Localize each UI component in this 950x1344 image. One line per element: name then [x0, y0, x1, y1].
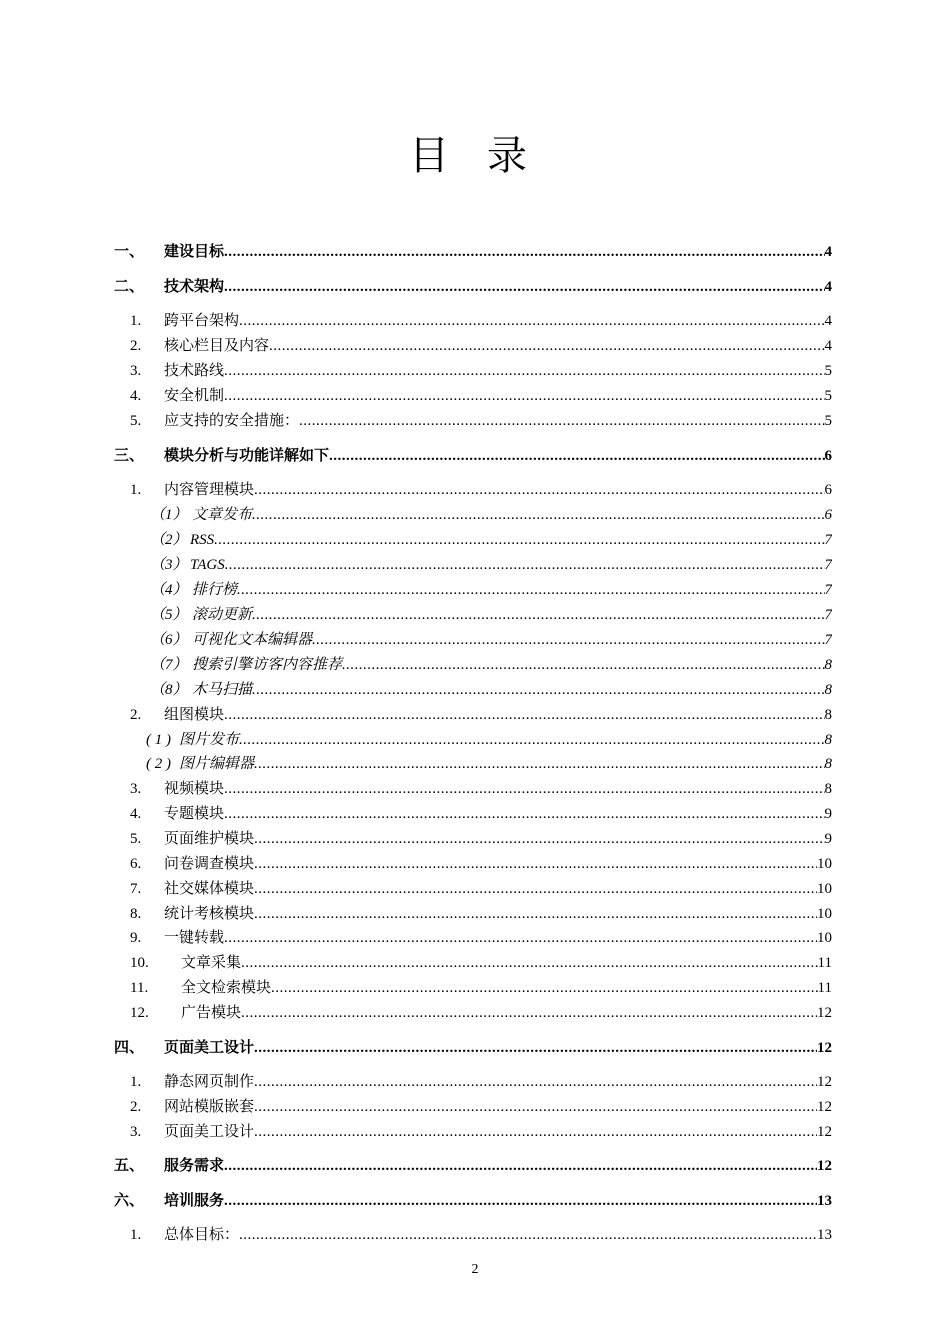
- toc-entry-page: 4: [824, 244, 832, 260]
- toc-entry[interactable]: [0, 704, 950, 726]
- toc-entry[interactable]: [0, 1071, 950, 1093]
- toc-entry-title: 全文检索模块: [181, 980, 272, 996]
- toc-entry-page: 6: [824, 448, 832, 464]
- toc-entry-page: 12: [817, 1158, 832, 1174]
- toc-entry-number: 2.: [130, 1099, 142, 1115]
- toc-entry-number: 6.: [130, 856, 142, 872]
- toc-entry[interactable]: [0, 504, 950, 526]
- dot-leader: [254, 853, 817, 875]
- toc-entry-title: 图片发布: [179, 732, 240, 748]
- toc-entry-title: 页面美工设计: [164, 1124, 255, 1140]
- toc-entry-title: 页面美工设计: [164, 1040, 255, 1056]
- dot-leader: [225, 554, 825, 576]
- document-title: 目 录: [409, 133, 541, 178]
- toc-entry[interactable]: [0, 385, 950, 407]
- toc-entry-page: 12: [817, 1099, 832, 1115]
- toc-entry-number: 1.: [130, 482, 142, 498]
- toc-entry-number: 2.: [130, 707, 142, 723]
- toc-entry-page: 12: [817, 1040, 832, 1056]
- toc-entry-title: 图片编辑器: [179, 756, 255, 772]
- toc-entry-title: 模块分析与功能详解如下: [164, 448, 330, 464]
- toc-entry-number: （4）: [150, 582, 188, 598]
- toc-entry[interactable]: [0, 927, 950, 949]
- toc-entry-number: 11.: [130, 980, 149, 996]
- toc-entry[interactable]: [0, 853, 950, 875]
- toc-entry-number: 1.: [130, 1227, 142, 1243]
- toc-entry[interactable]: [0, 410, 950, 432]
- toc-entry-page: 10: [817, 930, 832, 946]
- toc-entry-number: （8）: [150, 682, 188, 698]
- toc-entry-page: 11: [817, 955, 832, 971]
- toc-entry-page: 7: [824, 532, 832, 548]
- toc-entry-title: 网站模版嵌套: [164, 1099, 255, 1115]
- toc-entry-page: 8: [824, 781, 832, 797]
- dot-leader: [224, 1190, 817, 1212]
- toc-entry-title: 问卷调查模块: [164, 856, 255, 872]
- toc-entry-title: 专题模块: [164, 806, 225, 822]
- toc-entry-number: （3）: [150, 557, 188, 573]
- toc-entry-title: 服务需求: [164, 1158, 225, 1174]
- toc-entry-page: 8: [824, 707, 832, 723]
- toc-entry-number: 5.: [130, 413, 142, 429]
- toc-entry-page: 7: [824, 557, 832, 573]
- toc-entry-title: 应支持的安全措施：: [164, 413, 300, 429]
- toc-entry-number: 8.: [130, 906, 142, 922]
- toc-entry-title: 建设目标: [164, 244, 225, 260]
- toc-entry-title: 培训服务: [164, 1193, 225, 1209]
- toc-entry-page: 13: [817, 1193, 832, 1209]
- toc-entry-page: 11: [817, 980, 832, 996]
- toc-entry[interactable]: [0, 335, 950, 357]
- toc-entry-page: 4: [824, 313, 832, 329]
- toc-entry-title: 一键转载: [164, 930, 225, 946]
- toc-entry-number: （1）: [150, 507, 188, 523]
- toc-entry-page: 7: [824, 632, 832, 648]
- toc-entry-number: 3.: [130, 363, 142, 379]
- toc-entry-number: ( 2 ): [146, 756, 171, 772]
- toc-entry[interactable]: [0, 579, 950, 601]
- toc-entry-page: 6: [824, 507, 832, 523]
- toc-entry-title: 视频模块: [164, 781, 225, 797]
- dot-leader: [254, 1121, 817, 1143]
- toc-entry-number: （2）: [150, 532, 188, 548]
- dot-leader: [239, 310, 824, 332]
- dot-leader: [252, 504, 824, 526]
- toc-entry-number: 2.: [130, 338, 142, 354]
- toc-entry[interactable]: [0, 554, 950, 576]
- dot-leader: [224, 704, 824, 726]
- dot-leader: [254, 903, 817, 925]
- toc-entry[interactable]: [0, 1096, 950, 1118]
- toc-entry[interactable]: [0, 803, 950, 825]
- toc-entry-number: （6）: [150, 632, 188, 648]
- toc-entry-title: 可视化文本编辑器: [192, 632, 313, 648]
- toc-entry[interactable]: [0, 679, 950, 701]
- dot-leader: [254, 479, 824, 501]
- toc-entry[interactable]: [0, 778, 950, 800]
- toc-entry-page: 5: [824, 363, 832, 379]
- dot-leader: [271, 977, 818, 999]
- dot-leader: [224, 241, 824, 263]
- toc-entry-title: 安全机制: [164, 388, 225, 404]
- dot-leader: [239, 1224, 817, 1246]
- dot-leader: [224, 778, 824, 800]
- dot-leader: [241, 952, 818, 974]
- toc-entry[interactable]: [0, 828, 950, 850]
- dot-leader: [224, 927, 817, 949]
- dot-leader: [237, 579, 824, 601]
- toc-entry[interactable]: [0, 360, 950, 382]
- toc-entry-number: 1.: [130, 313, 142, 329]
- toc-entry[interactable]: [0, 1155, 950, 1177]
- toc-entry-page: 8: [824, 682, 832, 698]
- toc-entry-number: 4.: [130, 806, 142, 822]
- dot-leader: [254, 753, 824, 775]
- toc-entry-page: 10: [817, 856, 832, 872]
- toc-entry[interactable]: [0, 310, 950, 332]
- toc-entry-page: 7: [824, 607, 832, 623]
- dot-leader: [342, 654, 824, 676]
- toc-entry-number: 五、: [114, 1158, 145, 1174]
- dot-leader: [254, 1071, 817, 1093]
- toc-entry-page: 13: [817, 1227, 832, 1243]
- toc-entry-title: 广告模块: [181, 1005, 242, 1021]
- toc-entry-number: 3.: [130, 781, 142, 797]
- toc-entry[interactable]: [0, 903, 950, 925]
- dot-leader: [252, 604, 824, 626]
- toc-entry-number: 4.: [130, 388, 142, 404]
- toc-entry[interactable]: [0, 878, 950, 900]
- toc-entry[interactable]: [0, 952, 950, 974]
- dot-leader: [214, 529, 824, 551]
- toc-entry[interactable]: [0, 1190, 950, 1212]
- toc-entry-title: 排行榜: [192, 582, 238, 598]
- toc-entry-number: 9.: [130, 930, 142, 946]
- toc-entry-title: 总体目标：: [164, 1227, 240, 1243]
- toc-entry[interactable]: [0, 479, 950, 501]
- page-number: 2: [471, 1262, 479, 1277]
- toc-entry-title: 木马扫描: [192, 682, 253, 698]
- toc-entry-page: 9: [824, 806, 832, 822]
- toc-entry-title: 跨平台架构: [164, 313, 240, 329]
- toc-entry-number: 12.: [130, 1005, 149, 1021]
- toc-entry-number: 一、: [114, 244, 145, 260]
- toc-entry-title: 核心栏目及内容: [164, 338, 270, 354]
- toc-entry-page: 4: [824, 279, 832, 295]
- toc-entry-title: 组图模块: [164, 707, 225, 723]
- dot-leader: [224, 385, 824, 407]
- toc-entry-page: 8: [824, 657, 832, 673]
- dot-leader: [241, 1002, 817, 1024]
- toc-entry[interactable]: [0, 629, 950, 651]
- toc-entry-title: 文章发布: [192, 507, 253, 523]
- toc-entry[interactable]: [0, 1224, 950, 1246]
- dot-leader: [312, 629, 824, 651]
- toc-entry-page: 4: [824, 338, 832, 354]
- toc-entry[interactable]: [0, 729, 950, 751]
- toc-entry-title: 内容管理模块: [164, 482, 255, 498]
- toc-entry[interactable]: [0, 529, 950, 551]
- toc-entry-title: 搜索引擎访客内容推荐: [192, 657, 343, 673]
- toc-entry-title: 文章采集: [181, 955, 242, 971]
- toc-entry-page: 5: [824, 388, 832, 404]
- toc-entry-page: 12: [817, 1005, 832, 1021]
- toc-entry-page: 8: [824, 732, 832, 748]
- toc-entry-title: 静态网页制作: [164, 1074, 255, 1090]
- toc-entry[interactable]: [0, 1121, 950, 1143]
- toc-entry-number: 7.: [130, 881, 142, 897]
- toc-entry-page: 6: [824, 482, 832, 498]
- toc-entry-number: 六、: [114, 1193, 145, 1209]
- toc-entry-page: 9: [824, 831, 832, 847]
- toc-entry-title: RSS: [190, 532, 215, 548]
- dot-leader: [224, 1155, 817, 1177]
- toc-entry[interactable]: [0, 604, 950, 626]
- dot-leader: [254, 1096, 817, 1118]
- toc-entry-number: 二、: [114, 279, 145, 295]
- toc-entry-title: 滚动更新: [192, 607, 253, 623]
- toc-entry-title: 技术架构: [164, 279, 225, 295]
- dot-leader: [224, 276, 824, 298]
- toc-entry[interactable]: [0, 1037, 950, 1059]
- toc-entry-title: 页面维护模块: [164, 831, 255, 847]
- toc-entry-number: 10.: [130, 955, 149, 971]
- dot-leader: [254, 828, 824, 850]
- toc-entry-title: 技术路线: [164, 363, 225, 379]
- toc-entry[interactable]: [0, 1002, 950, 1024]
- dot-leader: [269, 335, 824, 357]
- toc-entry-number: 三、: [114, 448, 145, 464]
- toc-entry-number: （7）: [150, 657, 188, 673]
- toc-entry-page: 7: [824, 582, 832, 598]
- toc-entry-title: TAGS: [190, 557, 225, 573]
- dot-leader: [252, 679, 824, 701]
- dot-leader: [224, 803, 824, 825]
- toc-entry[interactable]: [0, 753, 950, 775]
- toc-entry-page: 8: [824, 756, 832, 772]
- dot-leader: [254, 1037, 817, 1059]
- toc-entry-number: ( 1 ): [146, 732, 171, 748]
- toc-entry[interactable]: [0, 276, 950, 298]
- toc-entry-page: 10: [817, 881, 832, 897]
- toc-entry-number: 1.: [130, 1074, 142, 1090]
- toc-entry-page: 12: [817, 1074, 832, 1090]
- toc-entry-number: 5.: [130, 831, 142, 847]
- toc-entry-page: 5: [824, 413, 832, 429]
- toc-entry-number: 四、: [114, 1040, 145, 1056]
- dot-leader: [299, 410, 824, 432]
- toc-entry[interactable]: [0, 445, 950, 467]
- toc-entry[interactable]: [0, 241, 950, 263]
- toc-entry-title: 社交媒体模块: [164, 881, 255, 897]
- toc-entry[interactable]: [0, 977, 950, 999]
- toc-entry-page: 12: [817, 1124, 832, 1140]
- dot-leader: [239, 729, 824, 751]
- toc-entry-number: 3.: [130, 1124, 142, 1140]
- toc-entry-page: 10: [817, 906, 832, 922]
- dot-leader: [254, 878, 817, 900]
- toc-entry-title: 统计考核模块: [164, 906, 255, 922]
- toc-entry[interactable]: [0, 654, 950, 676]
- dot-leader: [329, 445, 824, 467]
- toc-entry-number: （5）: [150, 607, 188, 623]
- dot-leader: [224, 360, 824, 382]
